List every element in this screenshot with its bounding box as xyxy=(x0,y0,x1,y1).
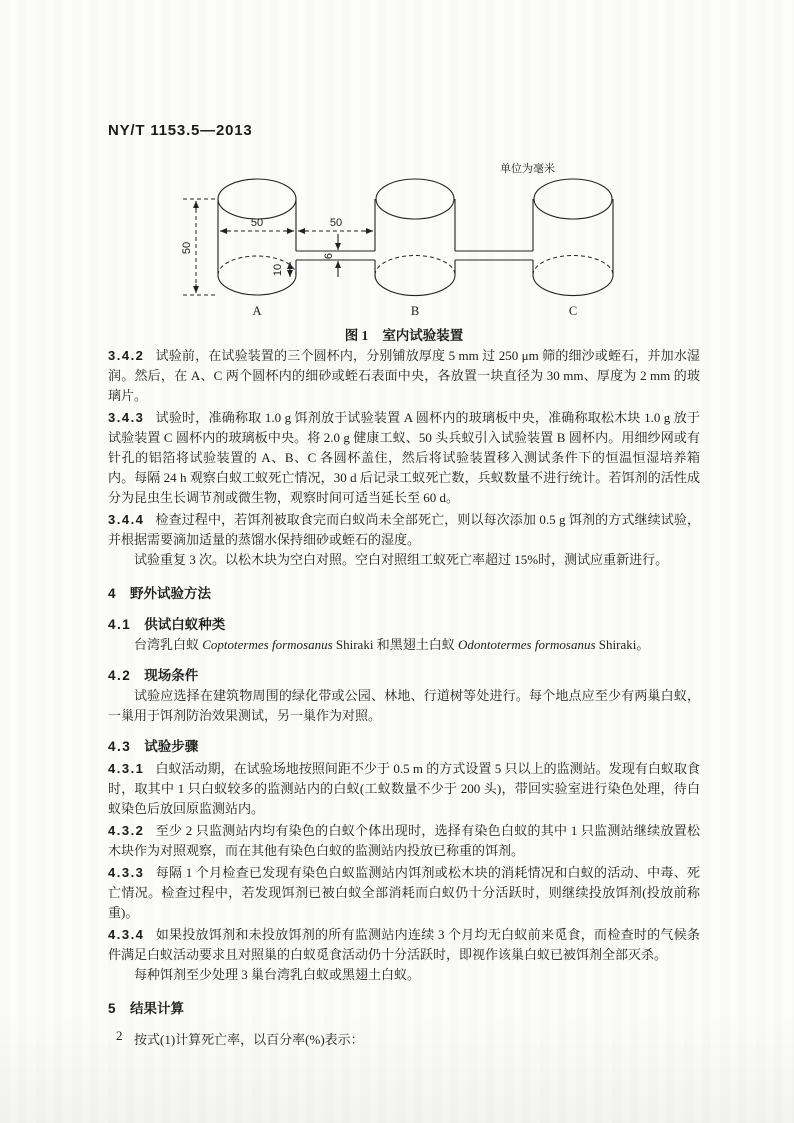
section-4-heading xyxy=(108,584,700,604)
clause-3-4-3-text: 试验时，准确称取 1.0 g 饵剂放于试验装置 A 圆杯内的玻璃板中央，准确称取松木块 1.0 g 放于试验装置 C 圆杯内的玻璃板中央。将 2.0 g 健康工蚁、50 头兵蚁引入试验装置 B 圆杯内。用细纱网或有针孔的铝箔将试验装置的 A、B、C 各圆杯盖住，然后将试验装置移入测试条件下的恒温恒湿培养箱内。每隔 24 h 观察白蚁工蚁死亡情况，30 d 后记录工蚁死亡数，兵蚁数量不进行统计。若饵剂的活性成分为昆虫生长调节剂或微生物，观察时间可适当延长至 60 d。 xyxy=(108,410,700,505)
clause-4-3-4-note: 每种饵剂至少处理 3 巢台湾乳白蚁或黑翅土白蚁。 xyxy=(134,967,421,982)
apparatus-diagram xyxy=(178,158,648,326)
section-5-heading xyxy=(108,999,700,1019)
clause-4-3-1 xyxy=(108,759,700,819)
section-4-1-title: 供试白蚁种类 xyxy=(144,617,226,632)
svg-text:6: 6 xyxy=(323,252,335,260)
clause-3-4-2 xyxy=(108,346,700,406)
cup-b-label: B xyxy=(410,304,420,318)
species-latin-1: Coptotermes formosanus xyxy=(202,637,333,652)
clause-4-3-4-number: 4.3.4 xyxy=(108,927,145,942)
section-4-1-heading xyxy=(108,615,700,635)
clause-4-3-3 xyxy=(108,863,700,923)
clause-3-4-3 xyxy=(108,408,700,508)
svg-text:50: 50 xyxy=(329,217,343,229)
section-4-3-heading xyxy=(108,737,700,757)
svg-text:50: 50 xyxy=(181,241,193,255)
clause-4-3-2-text: 至少 2 只监测站内均有染色的白蚁个体出现时，选择有染色白蚁的其中 1 只监测站继续放置松木块作为对照观察，而在其他有染色白蚁的监测站内投放已称重的饵剂。 xyxy=(108,823,700,858)
section-4-2-number: 4.2 xyxy=(108,668,132,683)
figure-caption-title: 室内试验装置 xyxy=(382,328,464,343)
cup-c xyxy=(533,179,613,296)
clause-4-3-1-number: 4.3.1 xyxy=(108,761,145,776)
clause-3-4-2-number: 3.4.2 xyxy=(108,348,145,363)
clause-3-4-4-text: 检查过程中，若饵剂被取食完而白蚁尚未全部死亡，则以每次添加 0.5 g 饵剂的方式继续试验，并根据需要滴加适量的蒸馏水保持细砂或蛭石的湿度。 xyxy=(108,512,700,547)
page-content xyxy=(108,122,700,1050)
clause-3-4-3-number: 3.4.3 xyxy=(108,410,145,425)
species-cn-2: Shiraki 和黑翅土白蚁 xyxy=(332,637,458,652)
section-5-title: 结果计算 xyxy=(130,1001,185,1016)
unit-note: 单位为毫米 xyxy=(500,163,555,175)
section-4-2-title: 现场条件 xyxy=(144,668,199,683)
svg-text:50: 50 xyxy=(250,217,264,229)
clause-4-3-2 xyxy=(108,821,700,861)
clause-4-3-3-number: 4.3.3 xyxy=(108,865,145,880)
figure-caption xyxy=(108,327,700,344)
clause-3-4-2-text: 试验前，在试验装置的三个圆杯内，分别铺放厚度 5 mm 过 250 μm 筛的细沙或蛭石，并加水湿润。然后，在 A、C 两个圆杯内的细砂或蛭石表面中央，各放置一块直径为 30 mm、厚度为 2 mm 的玻璃片。 xyxy=(108,348,700,403)
figure-1 xyxy=(108,158,700,344)
clause-4-3-3-text: 每隔 1 个月检查已发现有染色白蚁监测站内饵剂或松木块的消耗情况和白蚁的活动、中毒、死亡情况。检查过程中，若发现饵剂已被白蚁全部消耗而白蚁仍十分活跃时，则继续投放饵剂(投放前称重)。 xyxy=(108,865,700,920)
page-number: 2 xyxy=(116,1028,123,1043)
section-5-number: 5 xyxy=(108,1001,118,1016)
section-4-1-number: 4.1 xyxy=(108,617,132,632)
cup-a xyxy=(218,179,296,295)
dim-cup-height xyxy=(181,199,216,295)
species-cn-1: 台湾乳白蚁 xyxy=(134,637,203,652)
cup-c-label: C xyxy=(568,304,578,318)
clause-4-3-2-number: 4.3.2 xyxy=(108,823,145,838)
clause-3-4-4-note: 试验重复 3 次。以松木块为空白对照。空白对照组工蚁死亡率超过 15%时，测试应重新进行。 xyxy=(134,552,669,567)
section-4-2-heading xyxy=(108,666,700,686)
section-4-3-title: 试验步骤 xyxy=(144,739,199,754)
clause-4-3-4-text: 如果投放饵剂和未投放饵剂的所有监测站内连续 3 个月均无白蚁前来觅食，而检查时的气候条件满足白蚁活动要求且对照巢的白蚁觅食活动仍十分活跃时，即视作该巢白蚁已被饵剂全部灭杀。 xyxy=(108,927,700,962)
species-tail: Shiraki。 xyxy=(595,637,650,652)
section-4-3-number: 4.3 xyxy=(108,739,132,754)
species-paragraph xyxy=(108,635,700,655)
figure-caption-label: 图 1 xyxy=(344,328,369,343)
clause-3-4-4 xyxy=(108,510,700,550)
section-4-title: 野外试验方法 xyxy=(130,586,212,601)
cup-a-label: A xyxy=(252,304,262,318)
svg-text:10: 10 xyxy=(272,263,284,277)
dim-cup-gap xyxy=(298,217,373,231)
dim-tube-depth xyxy=(272,262,290,277)
clause-3-4-4-number: 3.4.4 xyxy=(108,512,145,527)
clause-4-3-1-text: 白蚁活动期，在试验场地按照间距不少于 0.5 m 的方式设置 5 只以上的监测站。发现有白蚁取食时，取其中 1 只白蚁较多的监测站内的白蚁(工蚁数量不少于 200 头)，带回实验室进行染色处理，待白蚁染色后放回原监测站内。 xyxy=(108,761,700,816)
dim-cup-diameter xyxy=(220,217,294,231)
formula-intro-paragraph: 按式(1)计算死亡率，以百分率(%)表示： xyxy=(134,1032,364,1047)
clause-4-3-4 xyxy=(108,925,700,965)
cup-b xyxy=(375,179,455,296)
section-4-number: 4 xyxy=(108,586,118,601)
site-conditions-paragraph: 试验应选择在建筑物周围的绿化带或公园、林地、行道树等处进行。每个地点应至少有两巢白蚁，一巢用于饵剂防治效果测试，另一巢作为对照。 xyxy=(108,688,700,723)
dim-tube-height xyxy=(323,234,338,277)
species-latin-2: Odontotermes formosanus xyxy=(457,637,596,652)
standard-number-header: NY/T 1153.5—2013 xyxy=(108,122,253,139)
